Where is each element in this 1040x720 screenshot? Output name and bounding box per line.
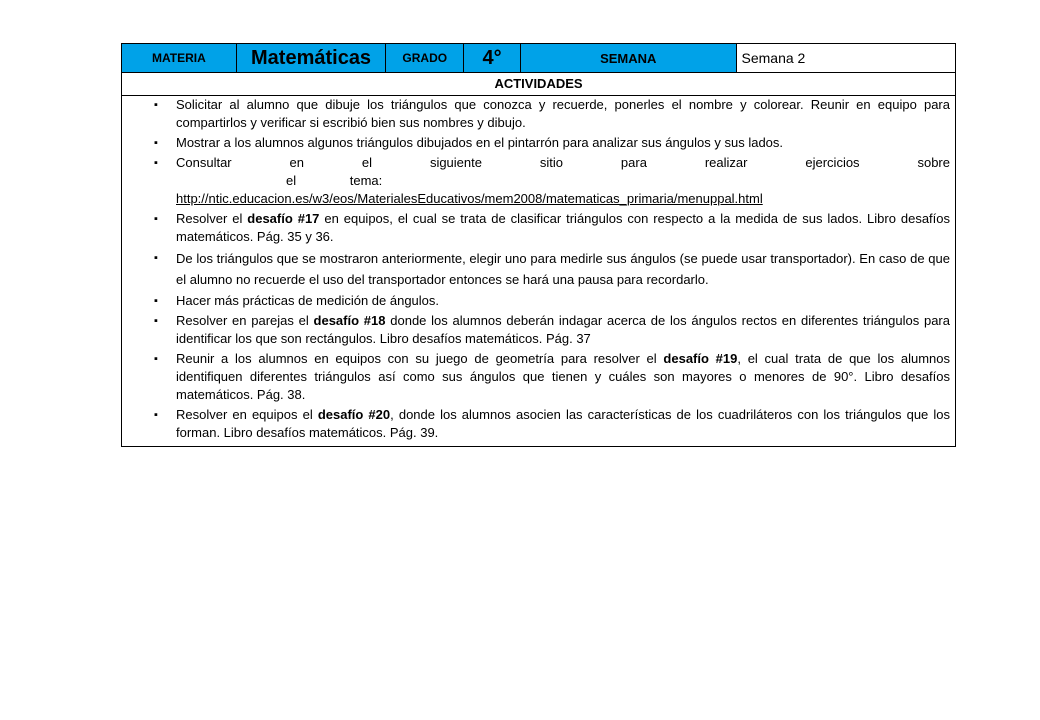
challenge-number: desafío #17: [247, 211, 320, 226]
list-item: [122, 96, 950, 132]
activity-text-pre: Resolver en parejas el: [176, 313, 314, 328]
challenge-number: desafío #19: [663, 351, 738, 366]
activities-list: [122, 96, 955, 446]
activity-text-pre: Resolver en equipos el: [176, 407, 318, 422]
activity-text-pre: Reunir a los alumnos en equipos con su juego de geometría para resolver el: [176, 351, 664, 366]
bullet-icon: ▪: [154, 252, 158, 264]
bullet-icon: ▪: [154, 99, 158, 111]
bullet-icon: ▪: [154, 409, 158, 421]
grado-value: 4°: [464, 44, 521, 72]
bullet-icon: ▪: [154, 353, 158, 365]
bullet-icon: ▪: [154, 295, 158, 307]
materia-value: Matemáticas: [237, 44, 387, 72]
grado-label: GRADO: [386, 44, 464, 72]
activity-text-post: , el cual trata de que los alumnos identifiquen diferentes triángulos así como sus ángulos que tienen y cuáles son mayores o menores de 90°. Libro desafíos matemáticos. Pág. 38.: [176, 351, 950, 402]
planning-sheet: [121, 43, 956, 447]
list-item: [122, 154, 950, 208]
list-item: [122, 312, 950, 348]
semana-label: SEMANA: [521, 44, 736, 72]
bullet-icon: ▪: [154, 213, 158, 225]
activity-text: Consultar en el siguiente sitio para realizar ejercicios sobre: [176, 155, 950, 170]
activity-text-pre: Resolver el: [176, 211, 248, 226]
activity-text: Hacer más prácticas de medición de ángulos.: [176, 293, 440, 308]
list-item: [122, 134, 950, 152]
activities-title: ACTIVIDADES: [122, 73, 955, 96]
bullet-icon: ▪: [154, 315, 158, 327]
list-item: [122, 350, 950, 404]
materia-label: MATERIA: [122, 44, 237, 72]
challenge-number: desafío #20: [317, 407, 391, 422]
activity-text: De los triángulos que se mostraron anteriormente, elegir uno para medirle sus ángulos (se puede usar transportador). En caso de que el alumno no recuerde el uso del transportador entonces se hará una pausa para recordarlo.: [176, 251, 950, 287]
bullet-icon: ▪: [154, 137, 158, 149]
activity-text: Mostrar a los alumnos algunos triángulos dibujados en el pintarrón para analizar sus ángulos y sus lados.: [176, 135, 784, 150]
list-item: [122, 248, 950, 290]
activity-text-tema: el tema:: [286, 173, 383, 188]
activity-text-post: , donde los alumnos asocien las características de los cuadriláteros con los triángulos que los forman. Libro desafíos matemáticos. Pág. 39.: [176, 407, 950, 440]
activity-text-post: donde los alumnos deberán indagar acerca de los ángulos rectos en diferentes triángulos para identificar los que son rectángulos. Libro desafíos matemáticos. Pág. 37: [176, 313, 950, 346]
activities-section: [121, 73, 956, 447]
activity-text-post: en equipos, el cual se trata de clasificar triángulos con respecto a la medida de sus lados. Libro desafíos matemáticos. Pág. 35 y 36.: [176, 211, 950, 244]
list-item: [122, 292, 950, 310]
bullet-icon: ▪: [154, 157, 158, 169]
activity-text: Solicitar al alumno que dibuje los triángulos que conozca y recuerde, ponerles el nombre y colorear. Reunir en equipo para compartirlos y verificar si escribió bien sus nombres y dibujo.: [176, 97, 950, 130]
header-row: [121, 43, 956, 73]
resource-link[interactable]: http://ntic.educacion.es/w3/eos/MaterialesEducativos/mem2008/matematicas_primaria/menuppal.html: [176, 191, 763, 206]
list-item: [122, 210, 950, 246]
list-item: [122, 406, 950, 442]
challenge-number: desafío #18: [313, 313, 386, 328]
semana-value: Semana 2: [737, 44, 955, 72]
